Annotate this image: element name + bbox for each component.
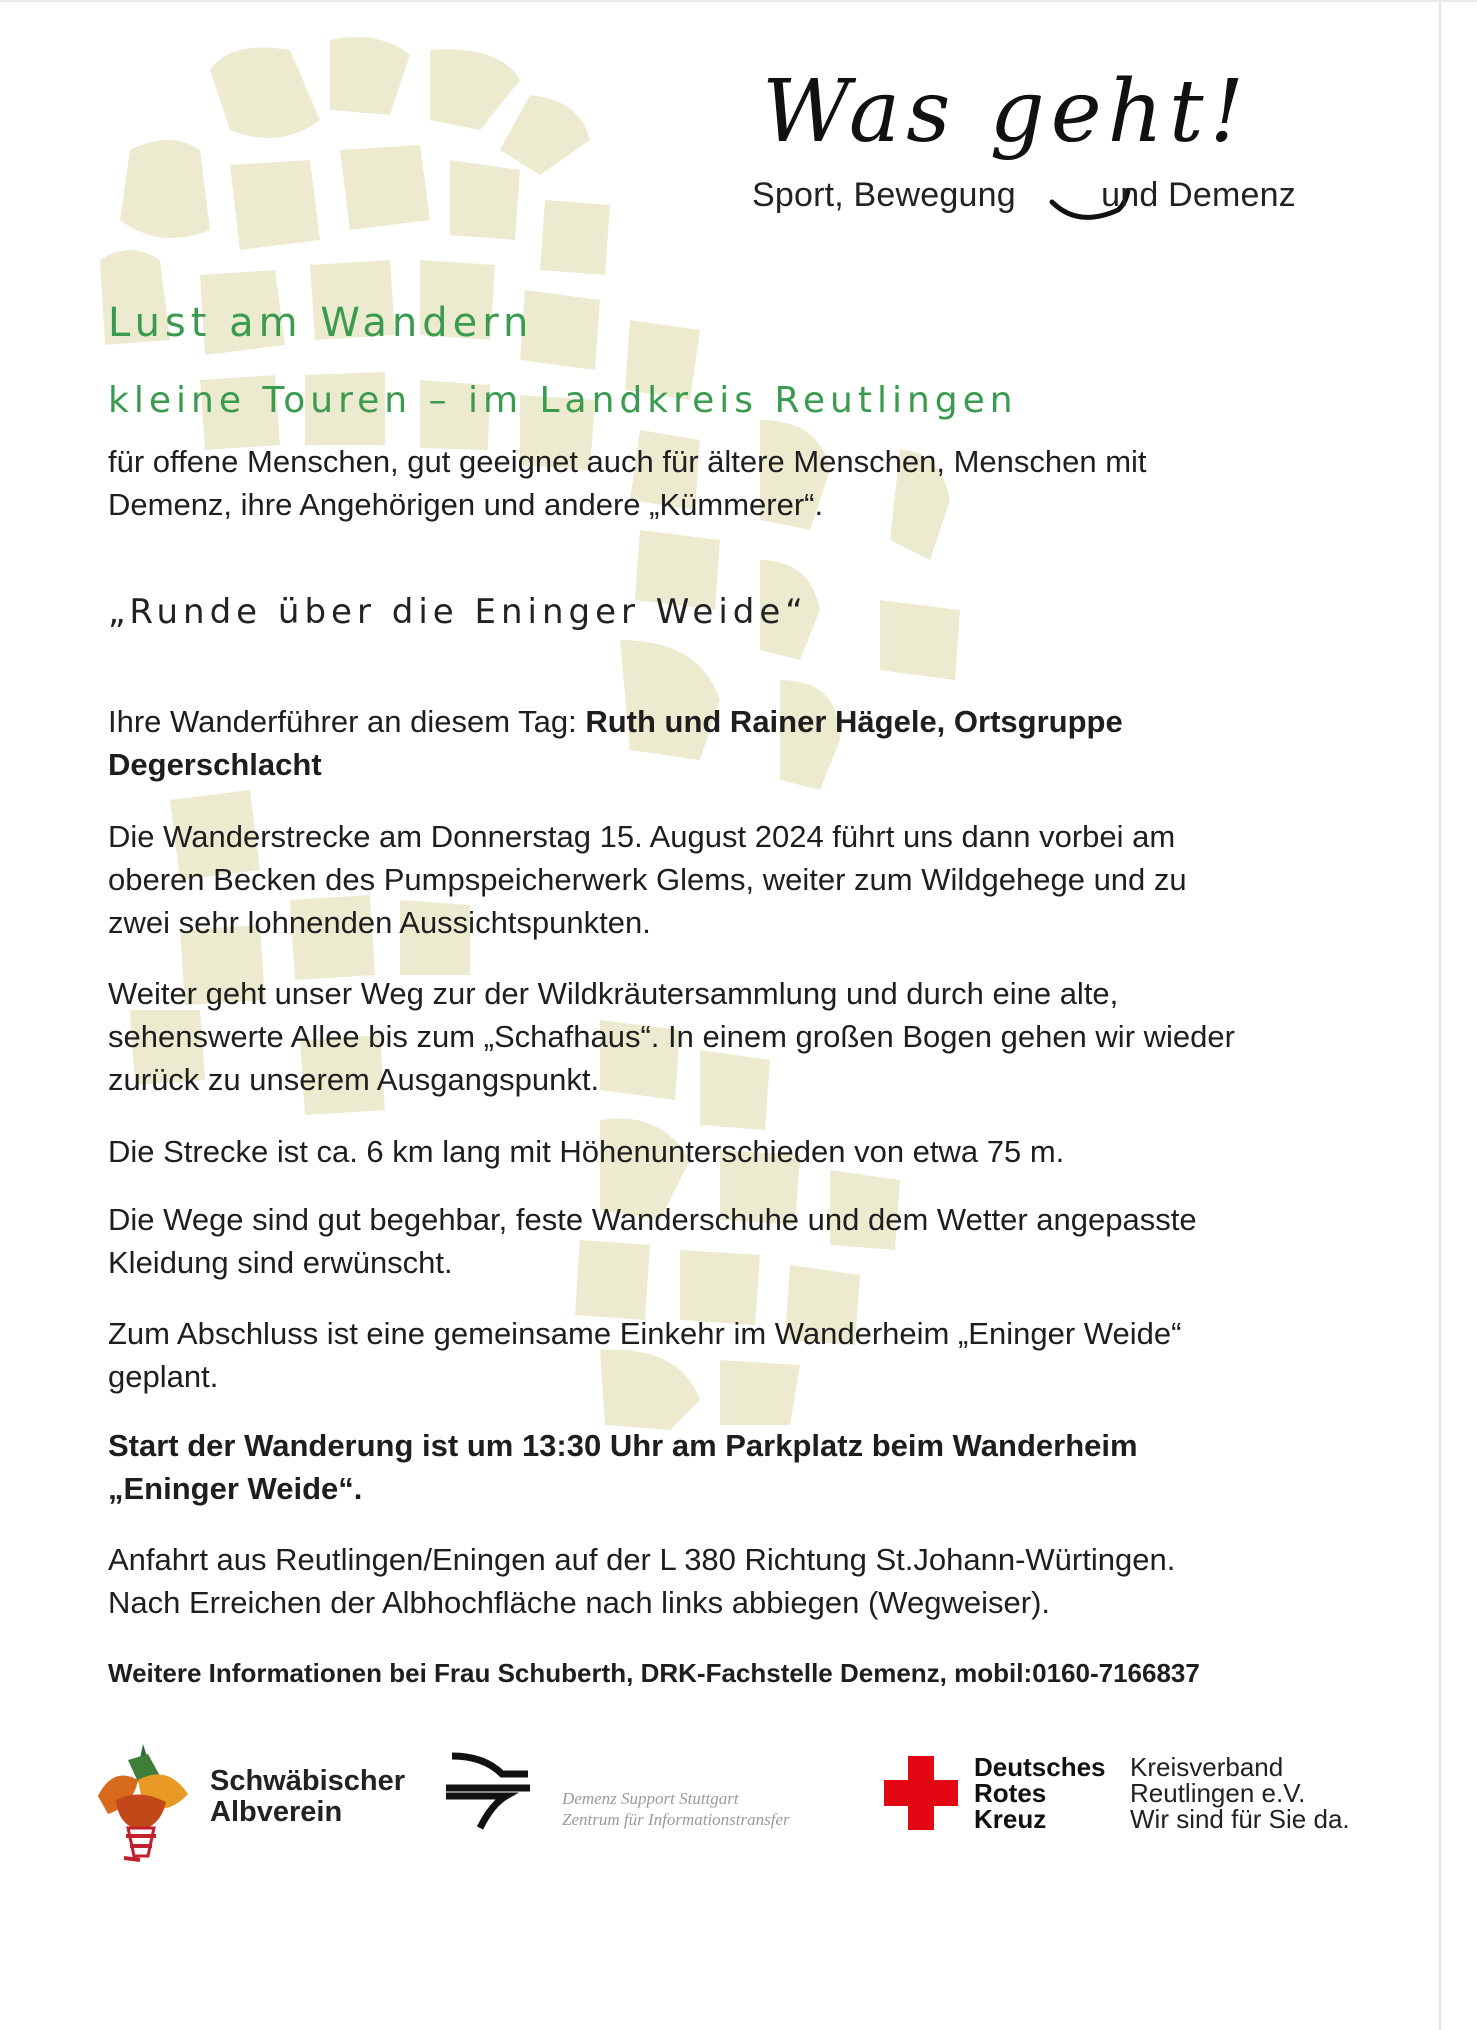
start-info xyxy=(108,1424,1358,1510)
drk-logo xyxy=(884,1752,1384,1842)
tour-name: „Runde über die Eninger Weide“ xyxy=(108,592,808,632)
guides-label: Ihre Wanderführer an diesem Tag: xyxy=(108,704,586,739)
drk-name-line: Rotes xyxy=(974,1778,1047,1808)
drk-name xyxy=(974,1754,1106,1832)
paragraph-equipment xyxy=(108,1198,1358,1284)
intro-line: für offene Menschen, gut geeignet auch für ältere Menschen, Menschen mit xyxy=(108,444,1147,479)
paragraph-path xyxy=(108,972,1358,1101)
was-geht-logo xyxy=(748,62,1388,227)
schwaebischer-albverein-logo xyxy=(88,1736,418,1866)
paragraph-route xyxy=(108,815,1358,944)
demenz-support-text xyxy=(562,1788,790,1830)
guides-names-cont: Degerschlacht xyxy=(108,747,322,782)
brand-subtitle-left: Sport, Bewegung xyxy=(752,176,1016,214)
paragraph-line: Weiter geht unser Weg zur der Wildkräutersammlung und durch eine alte, xyxy=(108,976,1119,1011)
brand-subtitle-right: und Demenz xyxy=(1101,176,1296,214)
drk-sub-line: Wir sind für Sie da. xyxy=(1130,1804,1350,1834)
drk-kreisverband xyxy=(1130,1754,1350,1832)
directions-line: Nach Erreichen der Albhochfläche nach links abbiegen (Wegweiser). xyxy=(108,1585,1051,1620)
demenz-support-line: Demenz Support Stuttgart xyxy=(562,1789,739,1808)
paragraph-line: geplant. xyxy=(108,1359,219,1394)
start-line: „Eninger Weide“. xyxy=(108,1471,363,1506)
paragraph-line: zwei sehr lohnenden Aussichtspunkten. xyxy=(108,905,651,940)
albverein-name xyxy=(210,1766,405,1828)
drk-name-line: Kreuz xyxy=(974,1804,1047,1834)
brand-script-title: Was geht! xyxy=(762,62,1251,162)
guides-names: Ruth und Rainer Hägele, Ortsgruppe xyxy=(585,704,1123,739)
red-cross-icon xyxy=(884,1756,958,1830)
demenz-support-arrow-icon xyxy=(444,1752,536,1832)
drk-sub-line: Reutlingen e.V. xyxy=(1130,1778,1306,1808)
demenz-support-line: Zentrum für Informationstransfer xyxy=(562,1810,790,1829)
drk-name-line: Deutsches xyxy=(974,1752,1106,1782)
albverein-emblem-icon xyxy=(88,1736,198,1866)
paragraph-distance xyxy=(108,1130,1358,1173)
page-subtitle: kleine Touren – im Landkreis Reutlingen xyxy=(108,380,1018,421)
start-line: Start der Wanderung ist um 13:30 Uhr am Parkplatz beim Wanderheim xyxy=(108,1428,1138,1463)
demenz-support-logo xyxy=(444,1752,844,1842)
paragraph-line: Kleidung sind erwünscht. xyxy=(108,1245,453,1280)
albverein-line: Schwäbischer xyxy=(210,1765,406,1797)
intro-line: Demenz, ihre Angehörigen und andere „Kümmerer“. xyxy=(108,487,824,522)
paragraph-line: sehenswerte Allee bis zum „Schafhaus“. In einem großen Bogen gehen wir wieder xyxy=(108,1019,1235,1054)
intro-text xyxy=(108,440,1358,526)
page-title: Lust am Wandern xyxy=(108,300,534,346)
albverein-line: Albverein xyxy=(210,1796,343,1828)
paragraph-line: zurück zu unserem Ausgangspunkt. xyxy=(108,1062,600,1097)
paragraph-line: Die Wanderstrecke am Donnerstag 15. August 2024 führt uns dann vorbei am xyxy=(108,819,1176,854)
paragraph-line: Die Strecke ist ca. 6 km lang mit Höhenunterschieden von etwa 75 m. xyxy=(108,1134,1065,1169)
paragraph-line: Zum Abschluss ist eine gemeinsame Einkehr im Wanderheim „Eninger Weide“ xyxy=(108,1316,1182,1351)
paragraph-line: Die Wege sind gut begehbar, feste Wanderschuhe und dem Wetter angepasste xyxy=(108,1202,1197,1237)
paragraph-line: oberen Becken des Pumpspeicherwerk Glems, weiter zum Wildgehege und zu xyxy=(108,862,1187,897)
drk-sub-line: Kreisverband xyxy=(1130,1752,1284,1782)
paragraph-closing xyxy=(108,1312,1358,1398)
contact-info: Weitere Informationen bei Frau Schuberth, DRK-Fachstelle Demenz, mobil:0160-7166837 xyxy=(108,1658,1200,1688)
guides-paragraph xyxy=(108,700,1358,786)
directions xyxy=(108,1538,1358,1624)
directions-line: Anfahrt aus Reutlingen/Eningen auf der L 380 Richtung St.Johann-Würtingen. xyxy=(108,1542,1176,1577)
brand-subtitle xyxy=(752,176,1296,215)
